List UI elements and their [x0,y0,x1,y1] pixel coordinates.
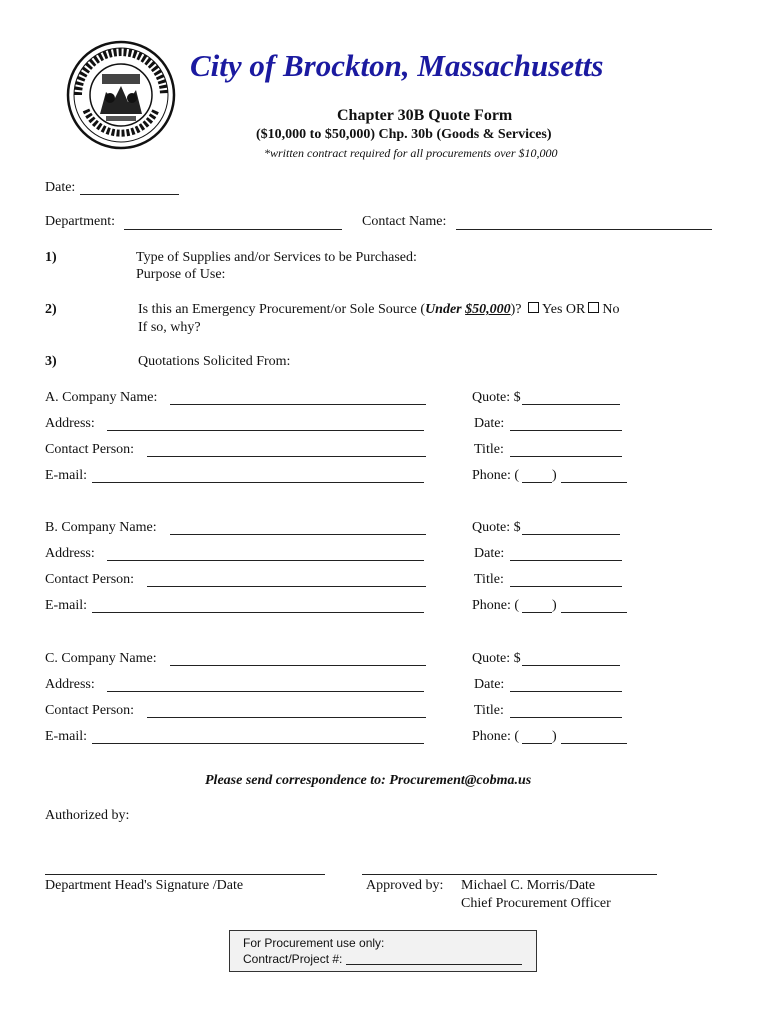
company-b-email-label: E-mail: [45,598,87,613]
company-a-email-label: E-mail: [45,468,87,483]
company-a-phone-label: Phone: ( [472,468,520,483]
company-c-phone-label: Phone: ( [472,729,520,744]
dept-head-signature-label: Department Head's Signature /Date [45,878,244,893]
question-3-number: 3) [45,354,57,369]
form-subtitle: Chapter 30B Quote Form [337,107,513,124]
company-c-quote-field[interactable] [522,665,620,666]
company-c-name-label: C. Company Name: [45,651,157,666]
no-checkbox[interactable] [588,302,599,313]
company-b-title-field[interactable] [510,586,622,587]
company-a-title-field[interactable] [510,456,622,457]
approver-signature-line[interactable] [362,874,657,875]
company-b-contact-label: Contact Person: [45,572,135,587]
company-c-date-field[interactable] [510,691,622,692]
company-a-contact-label: Contact Person: [45,442,135,457]
amount-range: ($10,000 to $50,000) Chp. 30b (Goods & Services) [256,127,552,142]
no-label: No [602,302,620,317]
company-a-contact-field[interactable] [147,456,426,457]
procurement-use-box [229,930,537,972]
company-b-address-field[interactable] [107,560,424,561]
company-a-area-code-field[interactable] [522,482,552,483]
company-b-phone-close: ) [552,598,557,613]
company-a-quote-field[interactable] [522,404,620,405]
under-amount: $50,000 [465,302,511,317]
company-a-title-label: Title: [474,442,504,457]
company-c-phone-field[interactable] [561,743,627,744]
company-b-date-label: Date: [474,546,505,561]
company-a-phone-close: ) [552,468,557,483]
officer-title: Chief Procurement Officer [461,896,611,911]
company-b-contact-field[interactable] [147,586,426,587]
date-label: Date: [45,180,76,195]
question-2-number: 2) [45,302,57,317]
question-2-line2: If so, why? [138,320,201,335]
company-a-address-field[interactable] [107,430,424,431]
contact-name-label: Contact Name: [362,214,447,229]
question-2-close: )? [510,302,526,317]
department-label: Department: [45,214,115,229]
company-c-date-label: Date: [474,677,505,692]
company-c-address-label: Address: [45,677,95,692]
company-a-email-field[interactable] [92,482,424,483]
company-b-date-field[interactable] [510,560,622,561]
company-a-phone-field[interactable] [561,482,627,483]
company-a-date-label: Date: [474,416,505,431]
company-b-name-field[interactable] [170,534,426,535]
company-b-quote-field[interactable] [522,534,620,535]
company-a-name-label: A. Company Name: [45,390,158,405]
company-b-phone-label: Phone: ( [472,598,520,613]
question-2-line1 [138,302,619,318]
contract-project-label: Contract/Project #: [243,952,343,966]
authorized-by-label: Authorized by: [45,808,130,823]
city-seal [66,40,176,155]
company-a-name-field[interactable] [170,404,426,405]
contract-project-field[interactable] [346,964,522,965]
date-field[interactable] [80,194,179,195]
company-c-title-field[interactable] [510,717,622,718]
procurement-use-label: For Procurement use only: [243,936,385,950]
department-field[interactable] [124,229,342,230]
company-b-title-label: Title: [474,572,504,587]
correspondence-note: Please send correspondence to: Procurement@cobma.us [205,773,532,788]
contract-note: *written contract required for all procurements over $10,000 [264,146,558,160]
company-b-quote-label: Quote: $ [472,520,521,535]
company-c-quote-label: Quote: $ [472,651,521,666]
yes-checkbox[interactable] [528,302,539,313]
company-c-name-field[interactable] [170,665,426,666]
company-b-phone-field[interactable] [561,612,627,613]
company-c-contact-field[interactable] [147,717,426,718]
company-a-address-label: Address: [45,416,95,431]
company-c-phone-close: ) [552,729,557,744]
company-c-area-code-field[interactable] [522,743,552,744]
under-text: Under [425,302,466,317]
approved-by-label: Approved by: [366,878,444,893]
company-c-contact-label: Contact Person: [45,703,135,718]
company-a-date-field[interactable] [510,430,622,431]
question-3-line1: Quotations Solicited From: [138,354,291,369]
question-1-line2: Purpose of Use: [136,267,226,282]
company-c-email-label: E-mail: [45,729,87,744]
company-b-email-field[interactable] [92,612,424,613]
company-b-area-code-field[interactable] [522,612,552,613]
page-title: City of Brockton, Massachusetts [190,48,604,83]
company-b-name-label: B. Company Name: [45,520,157,535]
question-1-line1: Type of Supplies and/or Services to be Purchased: [136,250,417,265]
officer-name: Michael C. Morris/Date [461,878,596,893]
question-2-text: Is this an Emergency Procurement/or Sole Source ( [138,302,426,317]
seal-icon [66,40,176,150]
company-c-address-field[interactable] [107,691,424,692]
dept-head-signature-line[interactable] [45,874,325,875]
company-c-email-field[interactable] [92,743,424,744]
company-c-title-label: Title: [474,703,504,718]
yes-label: Yes OR [542,302,586,317]
company-b-address-label: Address: [45,546,95,561]
question-1-number: 1) [45,250,57,265]
contact-name-field[interactable] [456,229,712,230]
company-a-quote-label: Quote: $ [472,390,521,405]
